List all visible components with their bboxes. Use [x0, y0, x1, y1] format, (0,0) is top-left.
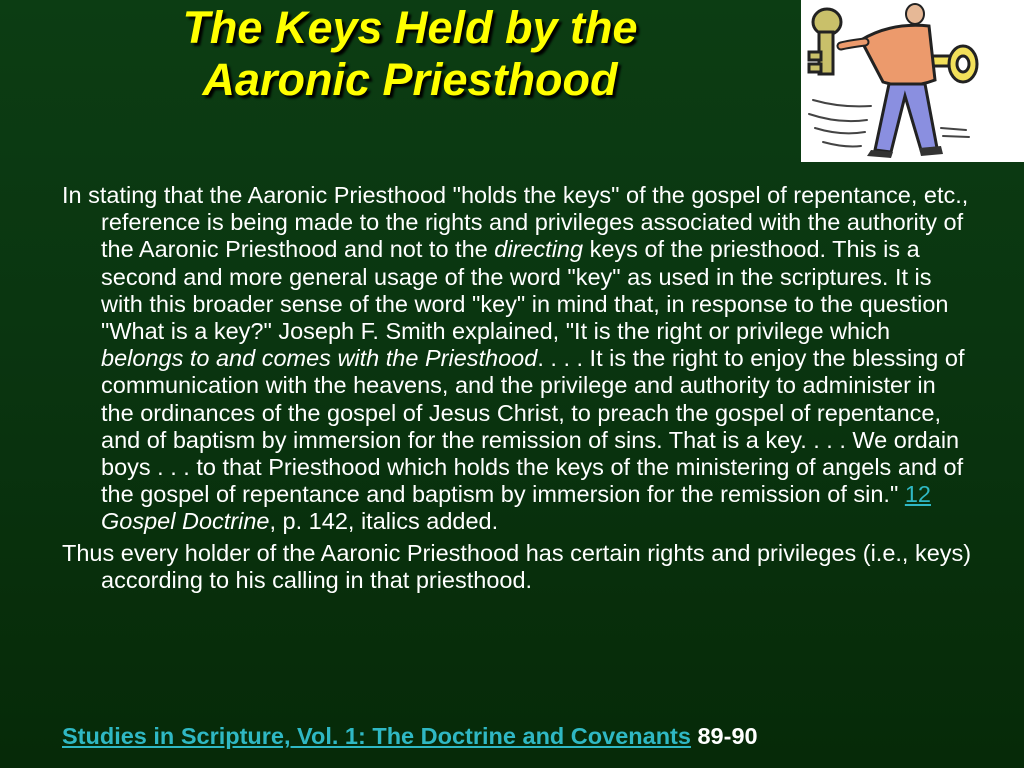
body-text — [62, 182, 972, 598]
paragraph-1-italic-book: Gospel Doctrine — [101, 508, 270, 535]
source-pages: 89-90 — [697, 723, 758, 749]
source-citation — [62, 721, 982, 751]
footnote-link[interactable]: 12 — [904, 481, 931, 508]
paragraph-1-text-3: . . . . It is the right to enjoy the blessing of communication with the heavens, and the privilege and authority to administer in the ordinances of the gospel of Jesus Christ, to preach the gospel of repentance, and of baptism by immersion for the remission of sins. That is a key. . . . We ordain boys . . . to that Priesthood which holds the keys of the ministering of angels and of the gospel of repentance and baptism by immersion for the remission of sin." — [101, 345, 965, 508]
paragraph-2 — [62, 540, 972, 594]
source-link[interactable]: Studies in Scripture, Vol. 1: The Doctrine and Covenants — [62, 723, 691, 749]
paragraph-2-text: Thus every holder of the Aaronic Priesthood has certain rights and privileges (i.e., keys) according to his calling in that priesthood. — [62, 539, 972, 593]
paragraph-1 — [62, 182, 972, 536]
paragraph-1-text-1: In stating that the Aaronic Priesthood "holds the keys" of the gospel of repentance, etc., reference is being made to the rights and privileges associated with the authority of the Aaronic Priesthood and not to the — [62, 182, 969, 263]
paragraph-1-italic-directing: directing — [494, 236, 584, 263]
title-line-1: The Keys Held by the — [182, 2, 638, 53]
paragraph-1-italic-quote: belongs to and comes with the Priesthood — [101, 345, 538, 372]
clipart-image — [801, 0, 1024, 162]
slide-title — [70, 2, 750, 106]
man-holding-key-icon — [801, 0, 1024, 162]
paragraph-1-text-4: , p. 142, italics added. — [269, 508, 499, 535]
title-line-2: Aaronic Priesthood — [202, 54, 618, 105]
paragraph-1-text-2: keys of the priesthood. This is a second and more general usage of the word "key" as used in the scriptures. It is with this broader sense of the word "key" in mind that, in response to the question "What is a key?" Joseph F. Smith explained, "It is the right or privilege which — [101, 236, 949, 345]
